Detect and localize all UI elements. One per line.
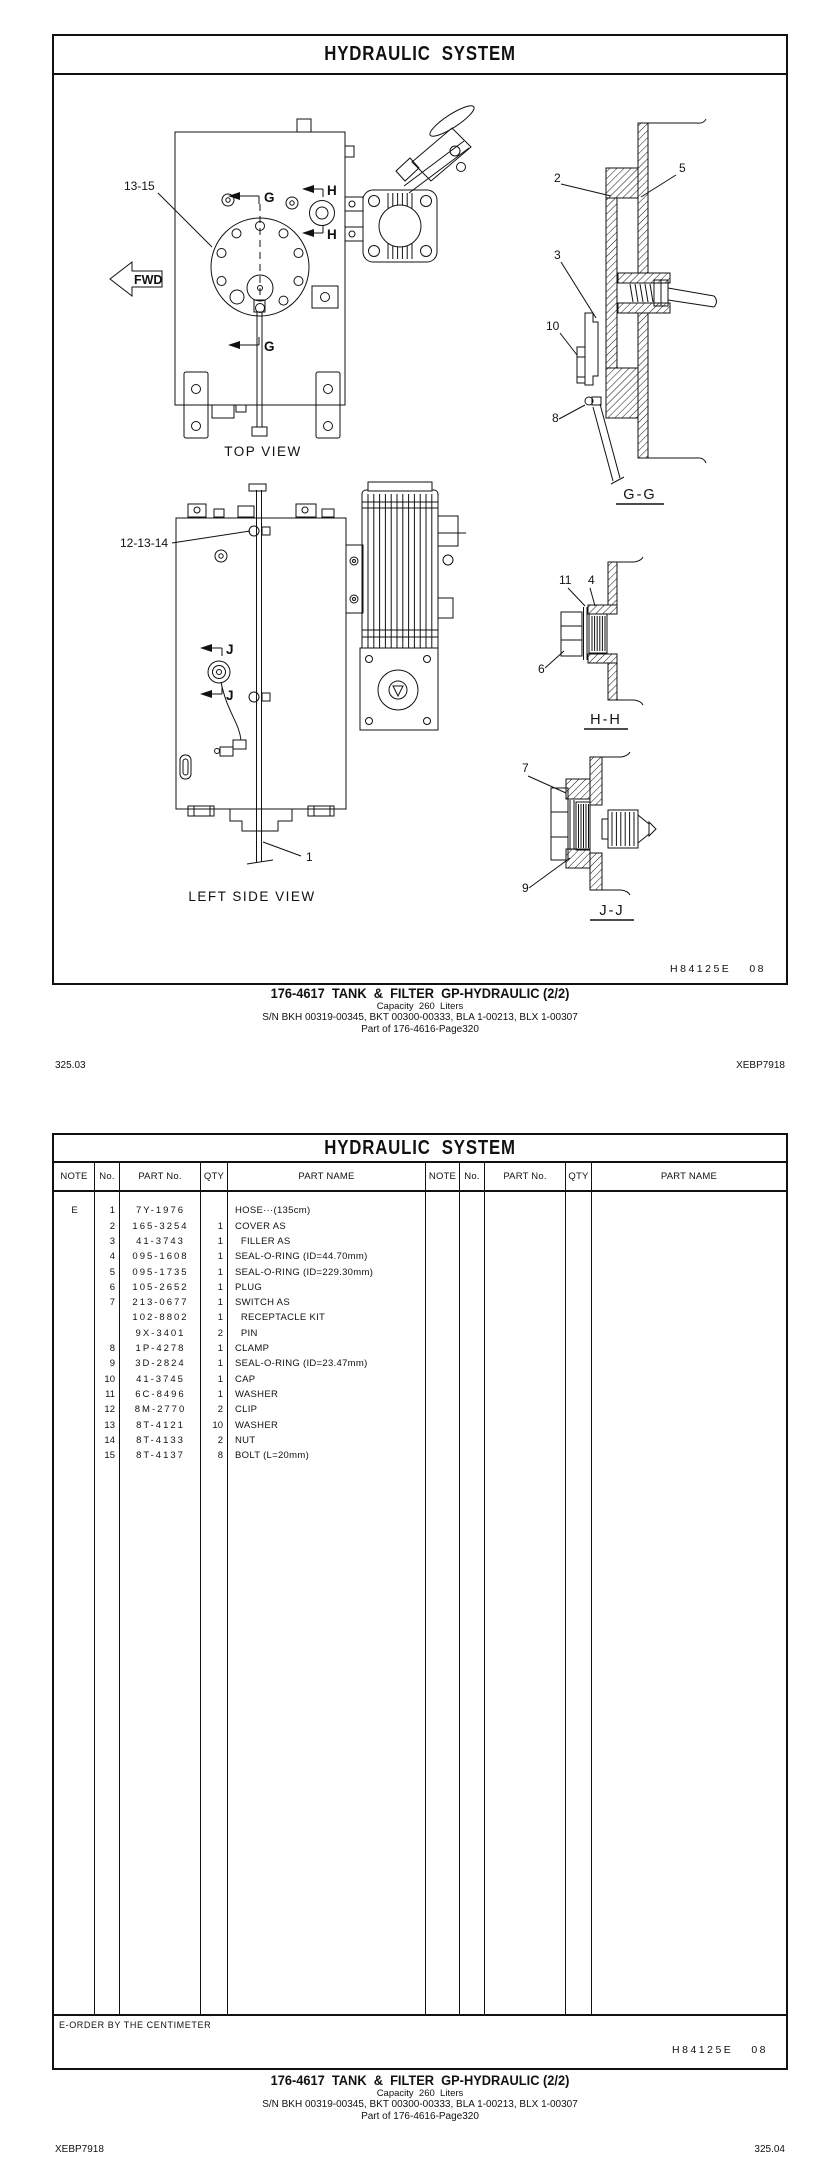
section-arrow-h-top <box>302 185 314 193</box>
header-part-name: PART NAME <box>228 1163 426 1190</box>
cell-qty: 1 <box>217 1389 223 1401</box>
section-gg-drawing <box>546 119 717 504</box>
cell-no: 15 <box>104 1450 115 1462</box>
page-title: HYDRAULIC SYSTEM <box>324 1136 516 1159</box>
column-divider <box>591 1192 592 2014</box>
caption-title: 176-4617 TANK & FILTER GP-HYDRAULIC (2/2) <box>270 2073 570 2088</box>
top-view-drawing <box>110 101 477 459</box>
section-letter-j: J <box>226 642 234 657</box>
cell-no: 5 <box>109 1266 115 1278</box>
cell-part-no: 41-3745 <box>136 1373 185 1385</box>
section-letter-g: G <box>264 339 275 354</box>
cell-part-no: 102-8802 <box>132 1312 189 1324</box>
cell-qty: 1 <box>217 1358 223 1370</box>
cell-no: 2 <box>109 1220 115 1232</box>
table-row <box>54 1264 426 1279</box>
callout-9: 9 <box>522 881 529 895</box>
page1-caption <box>0 987 840 1035</box>
table-row <box>54 1295 426 1310</box>
section-letter-h: H <box>327 227 337 242</box>
header-part-name: PART NAME <box>660 1171 718 1182</box>
cell-qty: 2 <box>217 1327 223 1339</box>
cell-no: 11 <box>105 1389 115 1401</box>
plate-revision: 08 <box>749 963 766 975</box>
callout-8: 8 <box>552 411 559 425</box>
table-row <box>54 1387 426 1402</box>
section-hh-drawing <box>538 557 643 729</box>
cell-qty: 2 <box>217 1435 223 1447</box>
section-arrow-j-top <box>200 644 212 652</box>
table-row <box>54 1234 426 1249</box>
cell-qty: 1 <box>217 1251 223 1263</box>
callout-13-15: 13-15 <box>124 179 155 193</box>
page2-caption <box>0 2074 840 2122</box>
callout-10: 10 <box>546 319 560 333</box>
callout-12-13-14: 12-13-14 <box>120 536 169 550</box>
callout-2: 2 <box>554 171 561 185</box>
section-arrow-g-bottom <box>228 341 240 349</box>
parts-table-body <box>54 1192 786 2014</box>
cell-part-name: WASHER <box>235 1419 279 1431</box>
section-arrow-j-bottom <box>200 690 212 698</box>
cell-part-name: CAP <box>235 1373 256 1385</box>
cell-part-name: SEAL-O-RING (ID=229.30mm) <box>235 1266 374 1278</box>
column-divider <box>459 1192 460 2014</box>
cell-part-no: 3D-2824 <box>135 1358 186 1370</box>
header-no: No. <box>95 1163 120 1190</box>
table-row <box>54 1249 426 1264</box>
table-row <box>54 1372 426 1387</box>
left-side-view-drawing <box>120 482 466 904</box>
order-note: E-ORDER BY THE CENTIMETER <box>59 2020 212 2030</box>
cell-no: 13 <box>104 1419 115 1431</box>
cell-part-no: 7Y-1976 <box>135 1205 186 1217</box>
cell-part-name: WASHER <box>235 1389 279 1401</box>
table-row <box>54 1310 426 1325</box>
cell-part-name: FILLER AS <box>235 1235 291 1247</box>
section-letter-h: H <box>327 183 337 198</box>
hydraulic-drawing <box>54 75 786 981</box>
caption-capacity: Capacity 260 Liters <box>376 2088 464 2099</box>
cell-qty: 1 <box>217 1312 223 1324</box>
cell-note: E <box>71 1205 78 1217</box>
valve-assembly <box>396 101 477 193</box>
table-row <box>54 1280 426 1295</box>
cell-part-no: 105-2652 <box>132 1281 189 1293</box>
table-row <box>54 1356 426 1371</box>
cell-part-no: 095-1735 <box>132 1266 189 1278</box>
table-row <box>54 1418 426 1433</box>
page1-footer-right: XEBP7918 <box>736 1060 785 1071</box>
page2-footer-right: 325.04 <box>754 2144 785 2155</box>
cell-qty: 1 <box>217 1373 223 1385</box>
cell-no: 7 <box>109 1297 115 1309</box>
cell-part-no: 9X-3401 <box>135 1327 186 1339</box>
parts-table-header <box>54 1163 786 1192</box>
cell-part-name: PIN <box>235 1327 258 1339</box>
header-no: No. <box>460 1163 485 1190</box>
plate-number: H84125E <box>672 2044 734 2056</box>
cell-qty: 1 <box>217 1235 223 1247</box>
section-arrow-h-bottom <box>302 229 314 237</box>
header-part-no: PART No. <box>120 1163 201 1190</box>
cell-no: 8 <box>109 1343 115 1355</box>
callout-7: 7 <box>522 761 529 775</box>
cell-part-name: CLAMP <box>235 1343 270 1355</box>
table-footer <box>54 2014 786 2066</box>
filter-assembly <box>346 482 466 730</box>
cell-no: 14 <box>104 1435 115 1447</box>
page1-title-bar <box>54 36 786 75</box>
cell-part-no: 8T-4133 <box>136 1435 185 1447</box>
header-qty: QTY <box>201 1163 228 1190</box>
cell-no: 12 <box>104 1404 115 1416</box>
column-divider <box>484 1192 485 2014</box>
cell-no: 3 <box>109 1235 115 1247</box>
cell-part-no: 095-1608 <box>132 1251 189 1263</box>
section-jj-caption: J-J <box>599 903 625 919</box>
cell-qty: 2 <box>217 1404 223 1416</box>
cell-part-name: SEAL-O-RING (ID=23.47mm) <box>235 1358 368 1370</box>
caption-part-of: Part of 176-4616-Page320 <box>361 2110 479 2122</box>
cell-part-name: SWITCH AS <box>235 1297 290 1309</box>
section-letter-j: J <box>226 688 234 703</box>
cell-qty: 1 <box>217 1281 223 1293</box>
cell-part-name: SEAL-O-RING (ID=44.70mm) <box>235 1251 368 1263</box>
caption-capacity: Capacity 260 Liters <box>376 1001 464 1012</box>
table-row <box>54 1341 426 1356</box>
section-gg-caption: G-G <box>623 487 657 503</box>
header-qty: QTY <box>566 1163 592 1190</box>
cell-no: 9 <box>109 1358 115 1370</box>
cell-part-no: 165-3254 <box>132 1220 189 1232</box>
section-hh-caption: H-H <box>590 712 622 728</box>
cell-part-name: COVER AS <box>235 1220 286 1232</box>
page-title: HYDRAULIC SYSTEM <box>324 43 516 65</box>
header-part-no: PART No. <box>485 1163 566 1190</box>
cell-no: 10 <box>104 1373 115 1385</box>
callout-4: 4 <box>588 573 595 587</box>
cell-part-no: 213-0677 <box>132 1297 189 1309</box>
fwd-label: FWD <box>134 273 163 287</box>
table-row <box>54 1402 426 1417</box>
cell-no: 6 <box>109 1281 115 1293</box>
cell-part-no: 8M-2770 <box>134 1404 187 1416</box>
cell-part-name: RECEPTACLE KIT <box>235 1312 326 1324</box>
table-row <box>54 1203 426 1218</box>
cell-no: 4 <box>109 1251 115 1263</box>
page1 <box>52 34 788 985</box>
cell-qty: 1 <box>217 1297 223 1309</box>
plate-revision: 08 <box>751 2044 768 2056</box>
column-divider <box>565 1192 566 2014</box>
cell-part-no: 1P-4278 <box>135 1343 186 1355</box>
cell-part-name: PLUG <box>235 1281 263 1293</box>
cell-part-name: NUT <box>235 1435 256 1447</box>
callout-5: 5 <box>679 161 686 175</box>
cell-part-name: BOLT (L=20mm) <box>235 1450 310 1462</box>
callout-3: 3 <box>554 248 561 262</box>
left-side-view-caption: LEFT SIDE VIEW <box>188 889 316 904</box>
callout-6: 6 <box>538 662 545 676</box>
top-view-caption: TOP VIEW <box>224 444 302 459</box>
callout-1: 1 <box>306 850 313 864</box>
section-jj-drawing <box>522 752 656 920</box>
plate-code <box>672 2044 768 2056</box>
cell-part-no: 8T-4121 <box>136 1419 185 1431</box>
table-row <box>54 1448 426 1463</box>
table-row <box>54 1433 426 1448</box>
pump-top-view <box>345 190 437 262</box>
cell-qty: 1 <box>217 1220 223 1232</box>
cell-part-name: HOSE···(135cm) <box>235 1205 311 1217</box>
cell-no: 1 <box>109 1205 115 1217</box>
section-letter-g: G <box>264 190 275 205</box>
plate-number: H84125E <box>670 963 732 975</box>
page1-footer-left: 325.03 <box>55 1060 86 1071</box>
caption-serial-numbers: S/N BKH 00319-00345, BKT 00300-00333, BLA 1-00213, BLX 1-00307 <box>262 1012 578 1023</box>
page2-title-bar <box>54 1135 786 1163</box>
header-note: NOTE <box>54 1163 95 1190</box>
cell-part-no: 41-3743 <box>136 1235 185 1247</box>
header-note: NOTE <box>426 1163 460 1190</box>
cell-qty: 10 <box>212 1419 223 1431</box>
callout-11: 11 <box>559 573 572 587</box>
plate-code <box>670 963 766 975</box>
cell-part-no: 6C-8496 <box>135 1389 186 1401</box>
caption-title: 176-4617 TANK & FILTER GP-HYDRAULIC (2/2) <box>270 986 570 1001</box>
page2-footer-left: XEBP7918 <box>55 2144 104 2155</box>
cell-qty: 1 <box>217 1266 223 1278</box>
caption-part-of: Part of 176-4616-Page320 <box>361 1023 479 1035</box>
cell-part-name: CLIP <box>235 1404 258 1416</box>
cell-part-no: 8T-4137 <box>136 1450 185 1462</box>
caption-serial-numbers: S/N BKH 00319-00345, BKT 00300-00333, BLA 1-00213, BLX 1-00307 <box>262 2099 578 2110</box>
cell-qty: 8 <box>217 1450 223 1462</box>
cell-qty: 1 <box>217 1343 223 1355</box>
table-row <box>54 1218 426 1233</box>
page2 <box>52 1133 788 2070</box>
table-row <box>54 1326 426 1341</box>
